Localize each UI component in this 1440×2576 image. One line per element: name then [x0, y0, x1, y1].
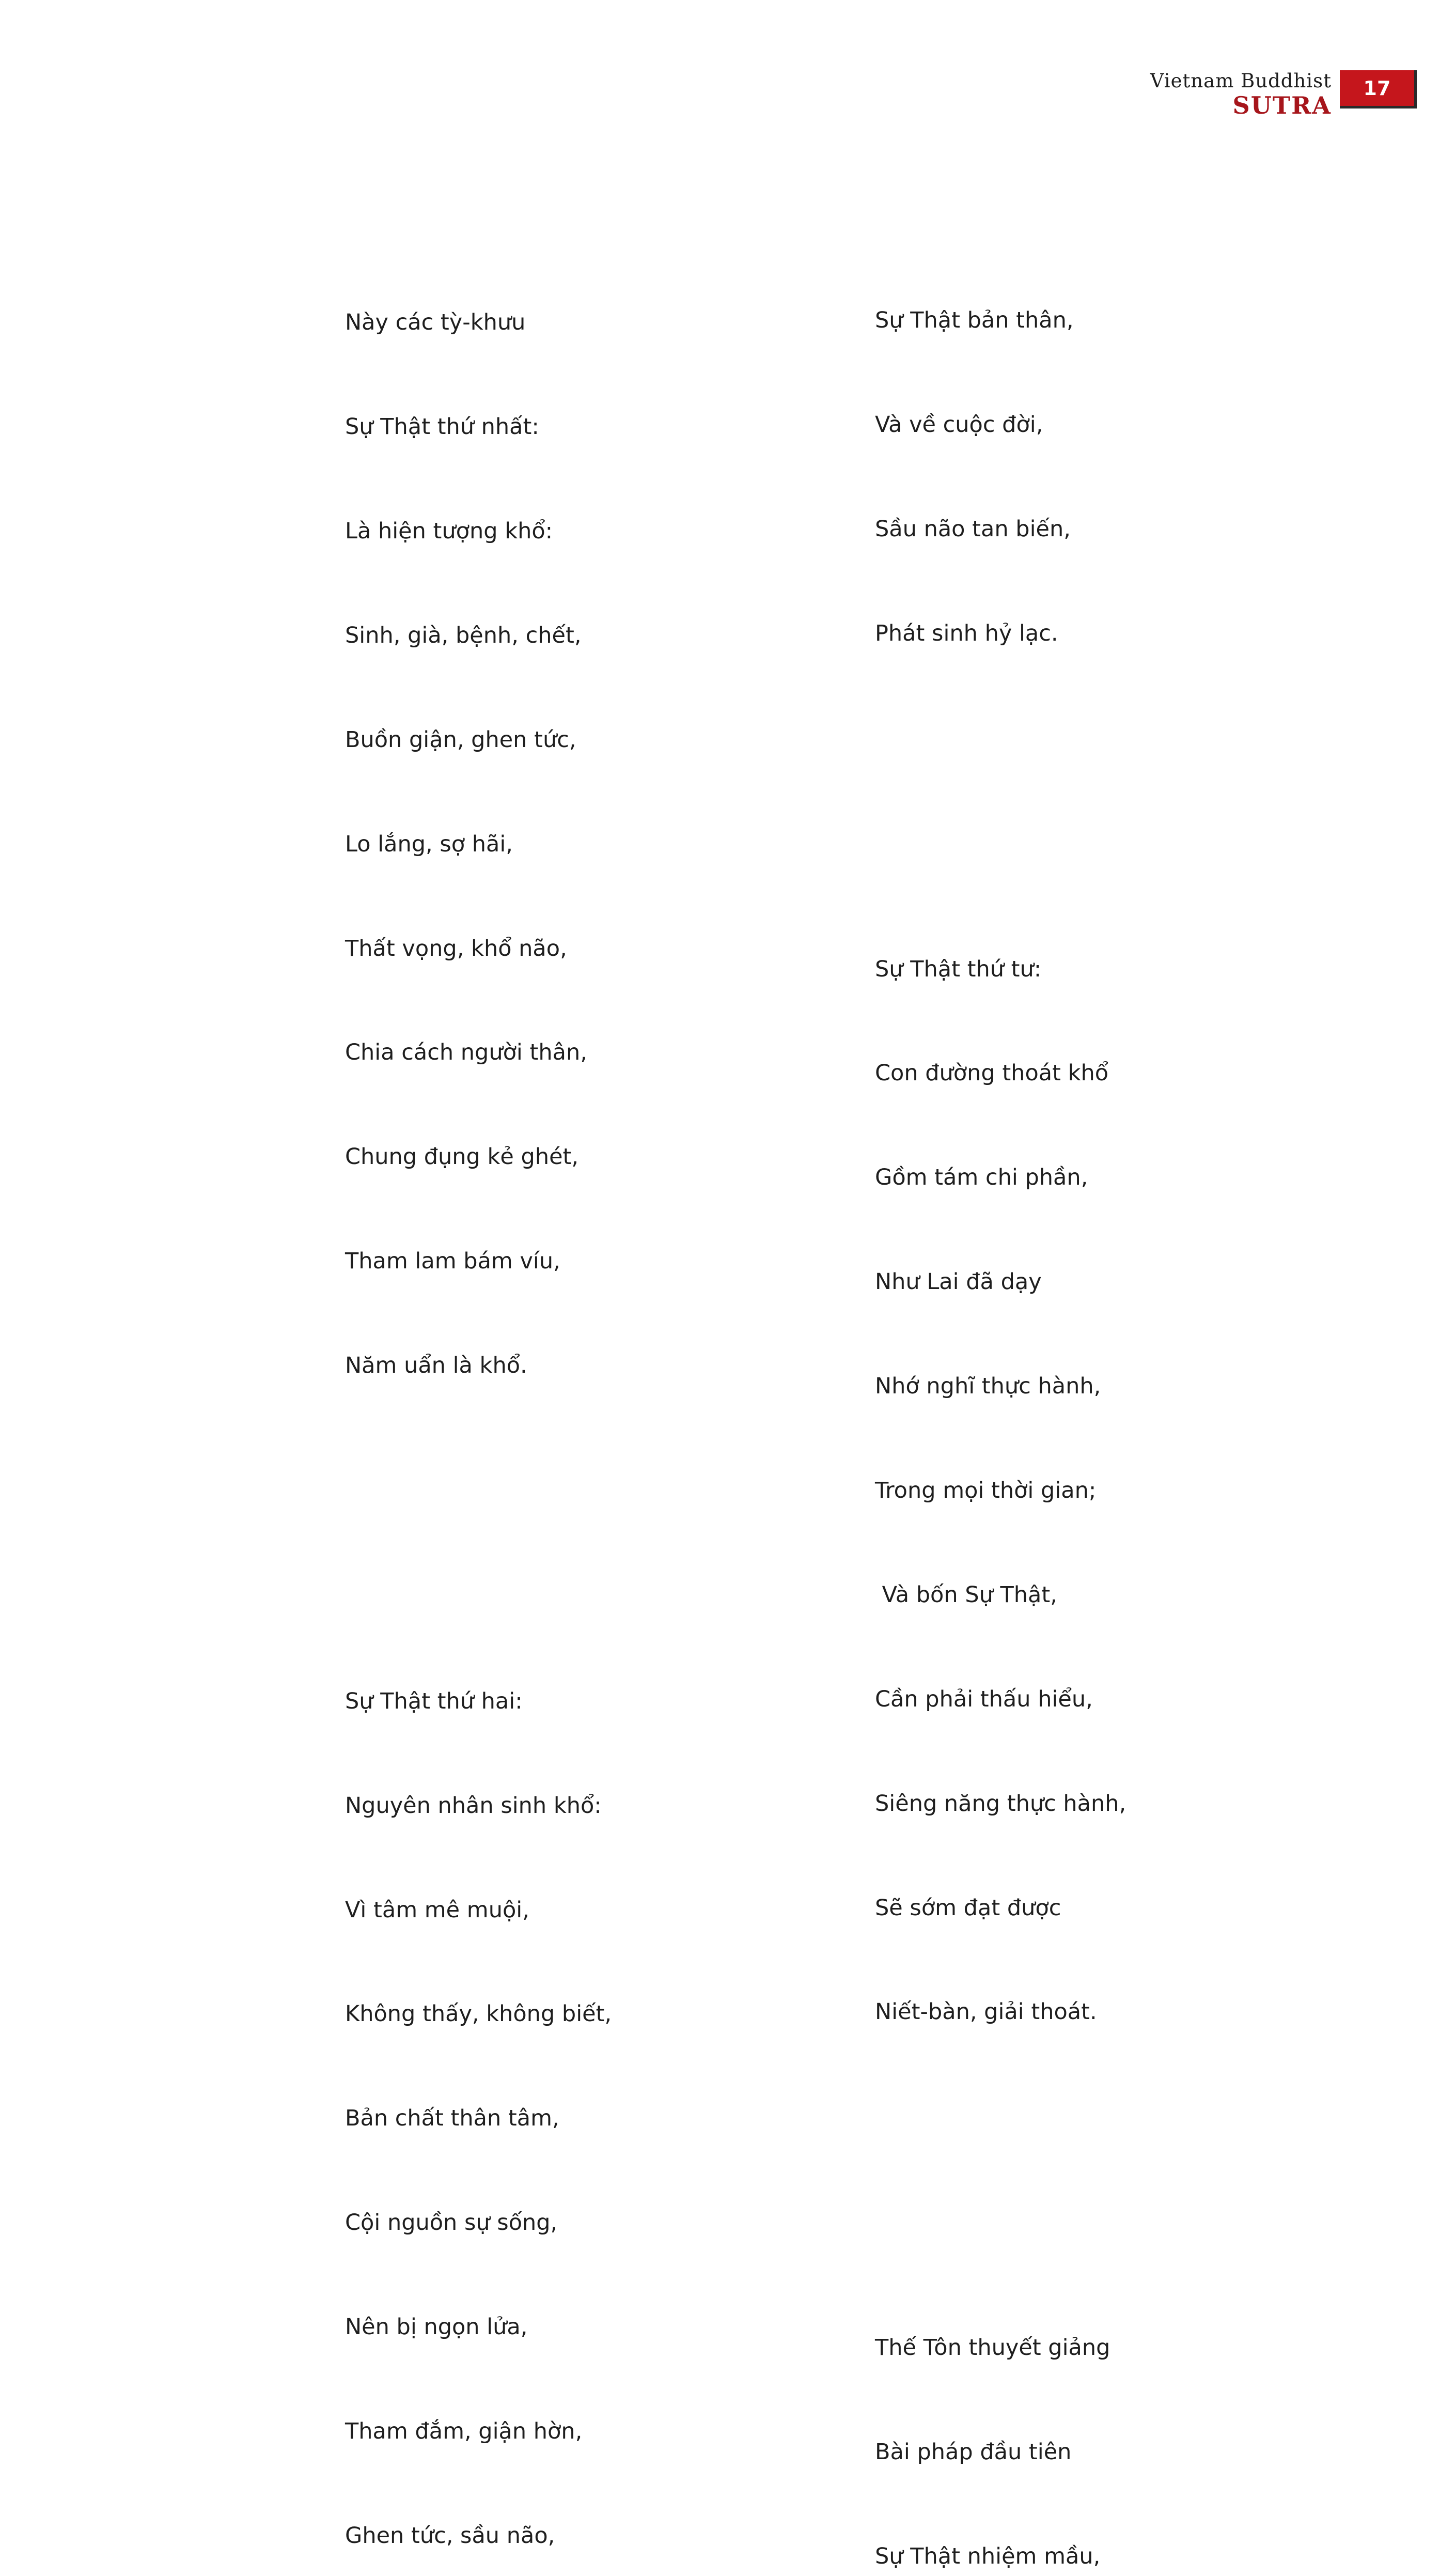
- verse-line: Tham lam bám víu,: [345, 1248, 560, 1275]
- verse-line: Cội nguồn sự sống,: [345, 2210, 558, 2236]
- page-header: [1150, 70, 1417, 117]
- verse-line: Siêng năng thực hành,: [875, 1790, 1126, 1817]
- stanza-gap: [345, 1523, 612, 1545]
- verse-line: Này các tỳ-khưu: [345, 309, 526, 336]
- verse-line: Buồn giận, ghen tức,: [345, 726, 576, 753]
- page-number-badge: 17: [1340, 70, 1417, 108]
- publication-brand: [1150, 71, 1332, 117]
- stanza-gap: [875, 2169, 1153, 2192]
- brand-title: Vietnam Buddhist: [1150, 70, 1332, 92]
- right-text-column: [875, 164, 1153, 2576]
- verse-line: Sinh, già, bệnh, chết,: [345, 622, 582, 648]
- verse-line: Trong mọi thời gian;: [875, 1477, 1097, 1503]
- verse-line: Sự Thật thứ hai:: [345, 1688, 523, 1714]
- verse-line: Sự Thật thứ nhất:: [345, 414, 539, 440]
- verse-line: Không thấy, không biết,: [345, 2001, 612, 2027]
- brand-subtitle: SUTRA: [1232, 91, 1332, 119]
- verse-line: Niết-bàn, giải thoát.: [875, 1999, 1097, 2025]
- verse-line: Vì tâm mê muội,: [345, 1897, 529, 1923]
- verse-line: Ghen tức, sầu não,: [345, 2522, 555, 2549]
- left-stanza-2: [345, 1615, 612, 2576]
- right-stanza-1: [875, 234, 1153, 721]
- verse-line: Bài pháp đầu tiên: [875, 2439, 1072, 2465]
- verse-line: Sẽ sớm đạt được: [875, 1895, 1061, 1921]
- verse-line: Sầu não tan biến,: [875, 516, 1071, 542]
- verse-line: Nhớ nghĩ thực hành,: [875, 1373, 1101, 1400]
- right-stanza-2: [875, 882, 1153, 2099]
- verse-line: Như Lai đã dạy: [875, 1269, 1042, 1295]
- left-stanza-1: [345, 236, 612, 1453]
- verse-line: Nên bị ngọn lửa,: [345, 2314, 528, 2340]
- verse-line: Sự Thật nhiệm mầu,: [875, 2543, 1101, 2569]
- verse-line: Lo lắng, sợ hãi,: [345, 831, 513, 857]
- verse-line: Và về cuộc đời,: [875, 412, 1043, 438]
- verse-line: Thất vọng, khổ não,: [345, 935, 567, 961]
- verse-line: Là hiện tượng khổ:: [345, 518, 553, 544]
- verse-line: Chia cách người thân,: [345, 1039, 587, 1066]
- verse-line: Cần phải thấu hiểu,: [875, 1686, 1093, 1712]
- verse-line: Phát sinh hỷ lạc.: [875, 620, 1058, 646]
- verse-line: Sự Thật bản thân,: [875, 307, 1074, 334]
- verse-line: Con đường thoát khổ: [875, 1060, 1109, 1087]
- verse-line: Và bốn Sự Thật,: [875, 1581, 1057, 1608]
- verse-line: Thế Tôn thuyết giảng: [875, 2335, 1110, 2361]
- verse-line: Gồm tám chi phần,: [875, 1165, 1088, 1191]
- verse-line: Sự Thật thứ tư:: [875, 956, 1042, 982]
- verse-line: Tham đắm, giận hờn,: [345, 2418, 583, 2444]
- right-stanza-3: [875, 2261, 1153, 2576]
- verse-line: Bản chất thân tâm,: [345, 2105, 559, 2132]
- verse-line: Chung đụng kẻ ghét,: [345, 1144, 579, 1170]
- stanza-gap: [875, 790, 1153, 813]
- verse-line: Nguyên nhân sinh khổ:: [345, 1792, 602, 1819]
- left-text-column: [345, 166, 612, 2576]
- verse-line: Năm uẩn là khổ.: [345, 1353, 527, 1379]
